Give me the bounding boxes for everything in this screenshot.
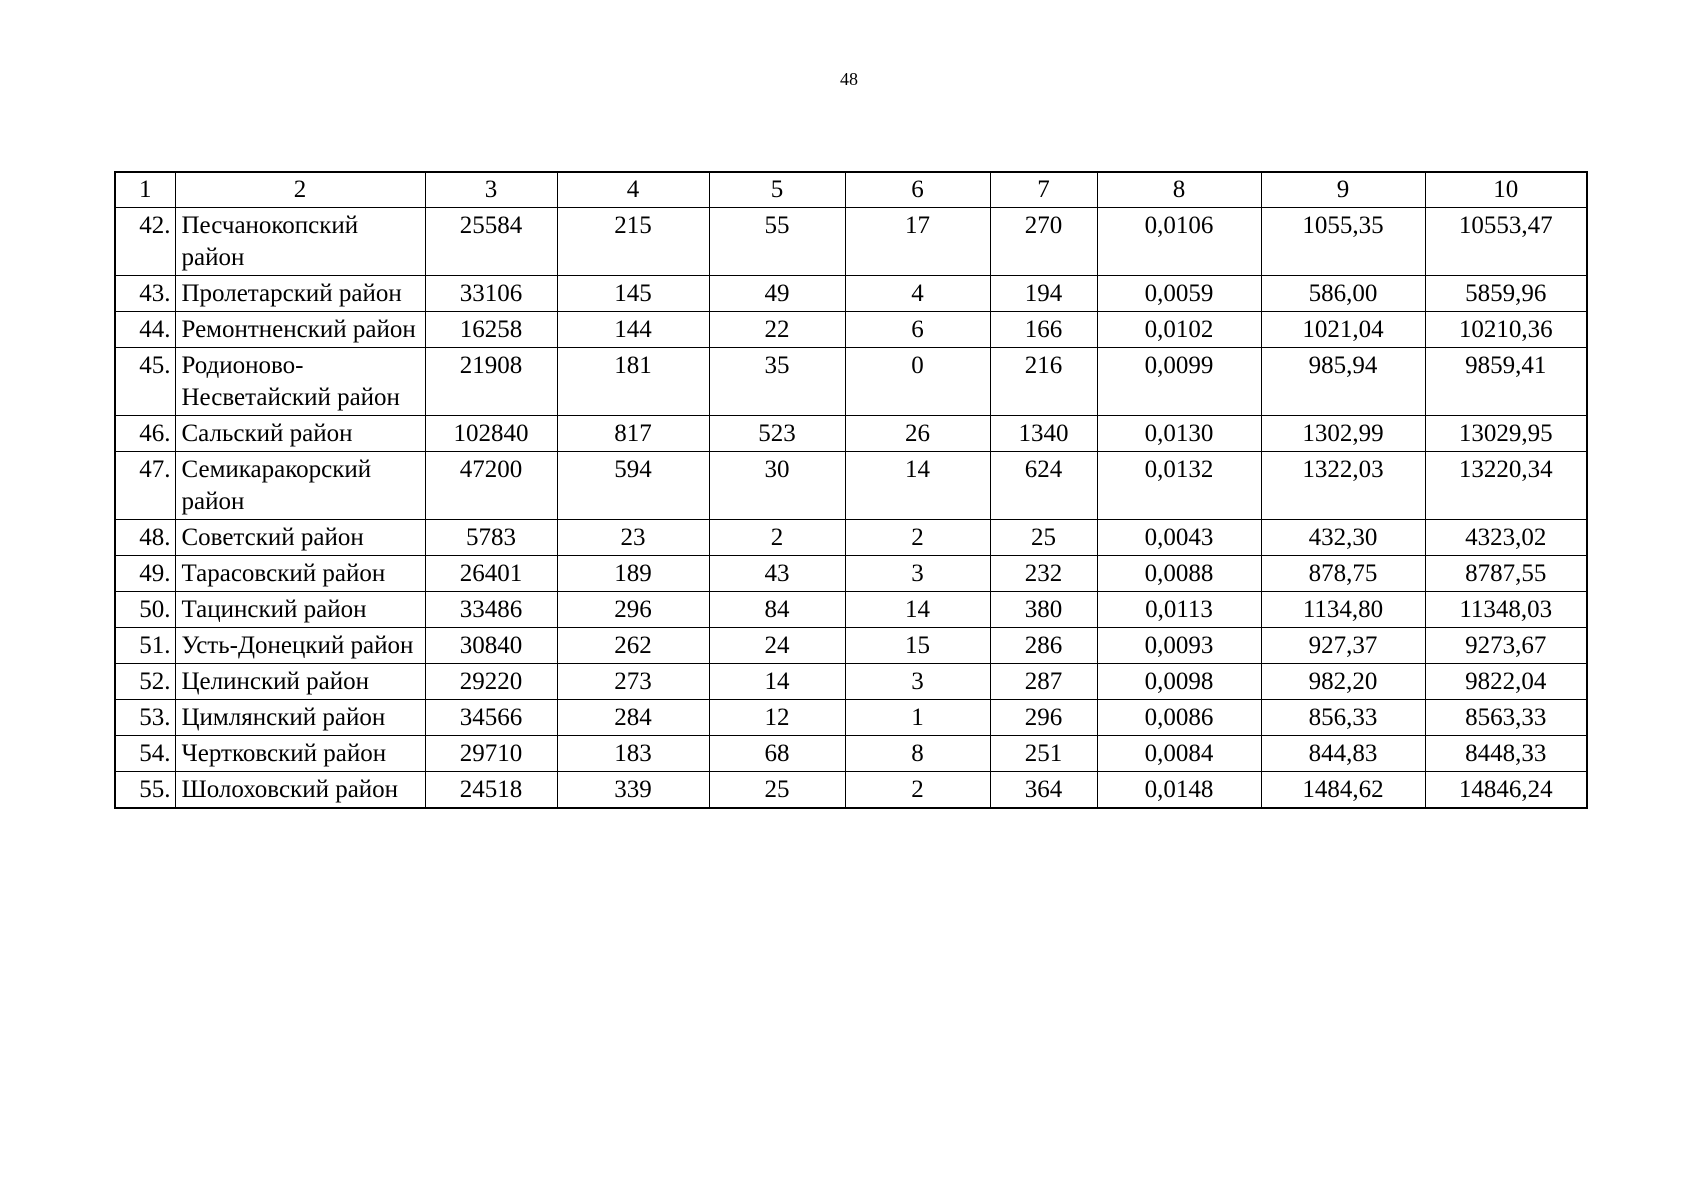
table-row [115,520,1587,556]
value-cell: 586,00 [1261,276,1425,312]
coefficient-cell: 0,0132 [1097,452,1261,520]
table-row [115,736,1587,772]
value-cell: 145 [557,276,709,312]
row-index-cell: 43. [115,276,175,312]
district-name-cell: Песчанокопский район [175,208,425,276]
value-cell: 25 [990,520,1097,556]
table-row [115,452,1587,520]
value-cell: 8448,33 [1425,736,1587,772]
value-cell: 215 [557,208,709,276]
value-cell: 5783 [425,520,557,556]
value-cell: 296 [990,700,1097,736]
district-name-cell: Сальский район [175,416,425,452]
value-cell: 296 [557,592,709,628]
value-cell: 35 [709,348,845,416]
coefficient-cell: 0,0148 [1097,772,1261,809]
district-name-cell: Родионово-Несветайский район [175,348,425,416]
value-cell: 284 [557,700,709,736]
value-cell: 3 [845,664,990,700]
value-cell: 523 [709,416,845,452]
value-cell: 194 [990,276,1097,312]
value-cell: 2 [845,772,990,809]
table-row [115,592,1587,628]
value-cell: 29220 [425,664,557,700]
value-cell: 4323,02 [1425,520,1587,556]
value-cell: 10553,47 [1425,208,1587,276]
value-cell: 262 [557,628,709,664]
table-row [115,276,1587,312]
value-cell: 84 [709,592,845,628]
value-cell: 33486 [425,592,557,628]
value-cell: 24518 [425,772,557,809]
column-number-row [115,172,1587,208]
value-cell: 16258 [425,312,557,348]
row-index-cell: 44. [115,312,175,348]
value-cell: 982,20 [1261,664,1425,700]
table-row [115,312,1587,348]
column-number-cell: 4 [557,172,709,208]
value-cell: 34566 [425,700,557,736]
value-cell: 29710 [425,736,557,772]
value-cell: 13029,95 [1425,416,1587,452]
value-cell: 251 [990,736,1097,772]
value-cell: 1055,35 [1261,208,1425,276]
value-cell: 25 [709,772,845,809]
row-index-cell: 50. [115,592,175,628]
value-cell: 985,94 [1261,348,1425,416]
column-number-cell: 9 [1261,172,1425,208]
value-cell: 181 [557,348,709,416]
value-cell: 9273,67 [1425,628,1587,664]
value-cell: 26401 [425,556,557,592]
value-cell: 364 [990,772,1097,809]
column-number-cell: 3 [425,172,557,208]
table-row [115,628,1587,664]
column-number-cell: 10 [1425,172,1587,208]
value-cell: 380 [990,592,1097,628]
row-index-cell: 48. [115,520,175,556]
value-cell: 183 [557,736,709,772]
table-row [115,208,1587,276]
coefficient-cell: 0,0084 [1097,736,1261,772]
value-cell: 189 [557,556,709,592]
value-cell: 286 [990,628,1097,664]
value-cell: 14 [709,664,845,700]
row-index-cell: 55. [115,772,175,809]
value-cell: 14846,24 [1425,772,1587,809]
value-cell: 30 [709,452,845,520]
value-cell: 24 [709,628,845,664]
table-row [115,664,1587,700]
coefficient-cell: 0,0043 [1097,520,1261,556]
value-cell: 68 [709,736,845,772]
row-index-cell: 47. [115,452,175,520]
table-body [115,172,1587,808]
column-number-cell: 7 [990,172,1097,208]
value-cell: 144 [557,312,709,348]
value-cell: 1302,99 [1261,416,1425,452]
value-cell: 10210,36 [1425,312,1587,348]
value-cell: 102840 [425,416,557,452]
value-cell: 9859,41 [1425,348,1587,416]
value-cell: 49 [709,276,845,312]
coefficient-cell: 0,0093 [1097,628,1261,664]
district-name-cell: Ремонтненский район [175,312,425,348]
district-name-cell: Целинский район [175,664,425,700]
value-cell: 339 [557,772,709,809]
value-cell: 8563,33 [1425,700,1587,736]
coefficient-cell: 0,0088 [1097,556,1261,592]
coefficient-cell: 0,0130 [1097,416,1261,452]
column-number-cell: 2 [175,172,425,208]
value-cell: 15 [845,628,990,664]
value-cell: 2 [709,520,845,556]
value-cell: 1484,62 [1261,772,1425,809]
value-cell: 4 [845,276,990,312]
coefficient-cell: 0,0098 [1097,664,1261,700]
value-cell: 624 [990,452,1097,520]
coefficient-cell: 0,0113 [1097,592,1261,628]
value-cell: 9822,04 [1425,664,1587,700]
value-cell: 287 [990,664,1097,700]
value-cell: 33106 [425,276,557,312]
value-cell: 1134,80 [1261,592,1425,628]
district-name-cell: Тацинский район [175,592,425,628]
row-index-cell: 53. [115,700,175,736]
value-cell: 14 [845,452,990,520]
value-cell: 166 [990,312,1097,348]
coefficient-cell: 0,0099 [1097,348,1261,416]
row-index-cell: 49. [115,556,175,592]
district-name-cell: Чертковский район [175,736,425,772]
value-cell: 432,30 [1261,520,1425,556]
row-index-cell: 51. [115,628,175,664]
column-number-cell: 6 [845,172,990,208]
column-number-cell: 1 [115,172,175,208]
value-cell: 878,75 [1261,556,1425,592]
value-cell: 8 [845,736,990,772]
value-cell: 8787,55 [1425,556,1587,592]
value-cell: 817 [557,416,709,452]
value-cell: 216 [990,348,1097,416]
row-index-cell: 46. [115,416,175,452]
district-name-cell: Тарасовский район [175,556,425,592]
row-index-cell: 42. [115,208,175,276]
district-name-cell: Цимлянский район [175,700,425,736]
value-cell: 30840 [425,628,557,664]
value-cell: 6 [845,312,990,348]
value-cell: 594 [557,452,709,520]
value-cell: 1021,04 [1261,312,1425,348]
district-name-cell: Пролетарский район [175,276,425,312]
district-name-cell: Советский район [175,520,425,556]
coefficient-cell: 0,0102 [1097,312,1261,348]
value-cell: 43 [709,556,845,592]
district-name-cell: Усть-Донецкий район [175,628,425,664]
coefficient-cell: 0,0086 [1097,700,1261,736]
value-cell: 2 [845,520,990,556]
row-index-cell: 52. [115,664,175,700]
value-cell: 3 [845,556,990,592]
value-cell: 22 [709,312,845,348]
value-cell: 0 [845,348,990,416]
district-data-table [114,171,1588,809]
value-cell: 14 [845,592,990,628]
district-name-cell: Семикаракорский район [175,452,425,520]
column-number-cell: 8 [1097,172,1261,208]
value-cell: 23 [557,520,709,556]
table-row [115,416,1587,452]
value-cell: 844,83 [1261,736,1425,772]
value-cell: 232 [990,556,1097,592]
column-number-cell: 5 [709,172,845,208]
table-row [115,348,1587,416]
value-cell: 927,37 [1261,628,1425,664]
value-cell: 55 [709,208,845,276]
value-cell: 856,33 [1261,700,1425,736]
row-index-cell: 54. [115,736,175,772]
coefficient-cell: 0,0106 [1097,208,1261,276]
value-cell: 270 [990,208,1097,276]
value-cell: 1322,03 [1261,452,1425,520]
value-cell: 25584 [425,208,557,276]
row-index-cell: 45. [115,348,175,416]
table-row [115,556,1587,592]
value-cell: 47200 [425,452,557,520]
table-row [115,772,1587,809]
value-cell: 1 [845,700,990,736]
value-cell: 1340 [990,416,1097,452]
value-cell: 26 [845,416,990,452]
value-cell: 273 [557,664,709,700]
page-number: 48 [840,69,858,89]
value-cell: 11348,03 [1425,592,1587,628]
value-cell: 13220,34 [1425,452,1587,520]
coefficient-cell: 0,0059 [1097,276,1261,312]
value-cell: 5859,96 [1425,276,1587,312]
value-cell: 17 [845,208,990,276]
district-name-cell: Шолоховский район [175,772,425,809]
value-cell: 21908 [425,348,557,416]
table-row [115,700,1587,736]
value-cell: 12 [709,700,845,736]
